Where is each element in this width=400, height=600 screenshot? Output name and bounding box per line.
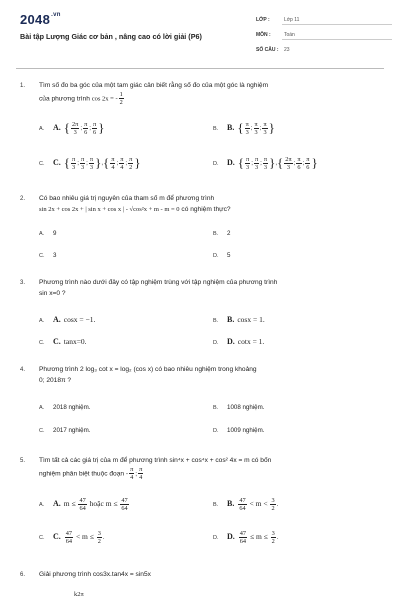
option-b[interactable]: B. B. { $\frac{\pi}{3}$ ; $\frac{\pi}{3}$ ; $\frac{\pi}{3}$ } [213,120,275,136]
question-text [39,455,389,481]
meta-socau-value: 23 [284,47,290,53]
option-d[interactable]: D. 1009 nghiệm. [213,427,265,434]
logo-text: 2048 [20,12,51,27]
question-text [39,277,389,299]
option-d[interactable]: D. D. { $\frac{\pi}{3}$ ; $\frac{\pi}{3}$ ; $\frac{\pi}{3}$ },{ $\frac{2\pi}{3}$ ; $\frac{\pi}{6}$ ; $\frac{\pi}{6}$ } [213,155,318,171]
question-text [39,193,389,215]
question-line: Phương trình nào dưới đây có tập nghiệm trùng với tập nghiệm của phương trình [39,279,278,286]
header-divider [16,68,384,69]
question-line: của phương trình cos 2x = - $\frac{1}{2}$ [39,91,123,106]
meta-mon [256,32,295,38]
meta-underline [282,24,392,25]
question-text [39,80,389,106]
question-line: Có bao nhiêu giá trị nguyên của tham số m để phương trình [39,195,215,202]
option-b[interactable]: B. B. cosx = 1. [213,315,265,324]
question-math: sin 2x + cos 2x + | sin x + cos x | - √cos²x + m - m = 0 [39,206,180,213]
worksheet-title: Bài tập Lượng Giác cơ bản , nâng cao có lời giải (P6) [20,32,202,41]
option-a[interactable]: A. A. cosx = −1. [39,315,96,324]
question-math: cos 2x = - [91,95,118,103]
option-b[interactable]: B. B. $\frac{47}{64}$ < m < $\frac{3}{2}$ . [213,497,279,512]
option-c[interactable]: C. 2017 nghiệm. [39,427,91,434]
option-c[interactable]: C. C. { $\frac{\pi}{3}$ ; $\frac{\pi}{3}$ ; $\frac{\pi}{3}$ },{ $\frac{\pi}{4}$ ; $\frac{\pi}{4}$ ; $\frac{\pi}{2}$ } [39,155,141,171]
meta-mon-value: Toán [284,32,295,38]
question-number: 3. [20,280,26,286]
option-b[interactable]: B. 2 [213,230,231,237]
question-number: 5. [20,458,26,464]
question-line: Phương trình 2 log₃ cot x = log₂ (cos x) có bao nhiêu nghiệm trong khoảng [39,366,257,373]
question-line: sin 2x + cos 2x + | sin x + cos x | - √cos²x + m - m = 0 có nghiệm thực? [39,206,231,213]
option-c[interactable]: C. 3 [39,252,57,259]
site-logo[interactable] [20,12,61,27]
cut-off-math: k2π [74,591,84,598]
option-c[interactable]: C. C. tanx=0. [39,337,87,346]
question-text: Giải phương trình cos3x.tan4x = sin5x [39,571,151,578]
question-line: 0; 2018π ? [39,377,72,384]
option-d[interactable]: D. D. cotx = 1. [213,337,265,346]
option-a[interactable]: A. A. { $\frac{2\pi}{3}$ ; $\frac{\pi}{6}$ ; $\frac{\pi}{6}$ } [39,120,105,136]
meta-socau [256,47,290,53]
logo-suffix: .vn [51,12,61,18]
option-a[interactable]: A. 2018 nghiệm. [39,404,91,411]
option-a[interactable]: A. 9 [39,230,57,237]
meta-mon-label: MÔN : [256,32,271,38]
question-number: 6. [20,572,26,578]
question-number: 2. [20,196,26,202]
option-d[interactable]: D. D. $\frac{47}{64}$ ≤ m ≤ $\frac{3}{2}$ . [213,530,279,545]
meta-lop [256,17,300,23]
question-line: Tìm số đo ba góc của một tam giác cân biết rằng số đo của một góc là nghiệm [39,82,269,89]
question-text [39,364,389,386]
question-line: nghiệm phân biệt thuộc đoạn - $\frac{\pi}{4}$ ; $\frac{\pi}{4}$ [39,466,143,481]
option-c[interactable]: C. C. $\frac{47}{64}$ < m ≤ $\frac{3}{2}$ . [39,530,105,545]
question-number: 4. [20,367,26,373]
question-line: sin x=0 ? [39,290,66,297]
meta-underline [282,39,392,40]
meta-socau-label: SỐ CÂU : [256,47,279,53]
option-a[interactable]: A. A. m ≤ $\frac{47}{64}$ hoặc m ≤ $\frac{47}{64}$ [39,497,128,512]
option-d[interactable]: D. 5 [213,252,231,259]
meta-lop-value: Lớp 11 [284,17,300,23]
meta-lop-label: LỚP : [256,17,270,23]
option-b[interactable]: B. 1008 nghiệm. [213,404,265,411]
question-line: Tìm tất cả các giá trị của m để phương trình sin⁴x + cos⁴x + cos² 4x = m có bốn [39,457,272,464]
question-number: 1. [20,83,26,89]
